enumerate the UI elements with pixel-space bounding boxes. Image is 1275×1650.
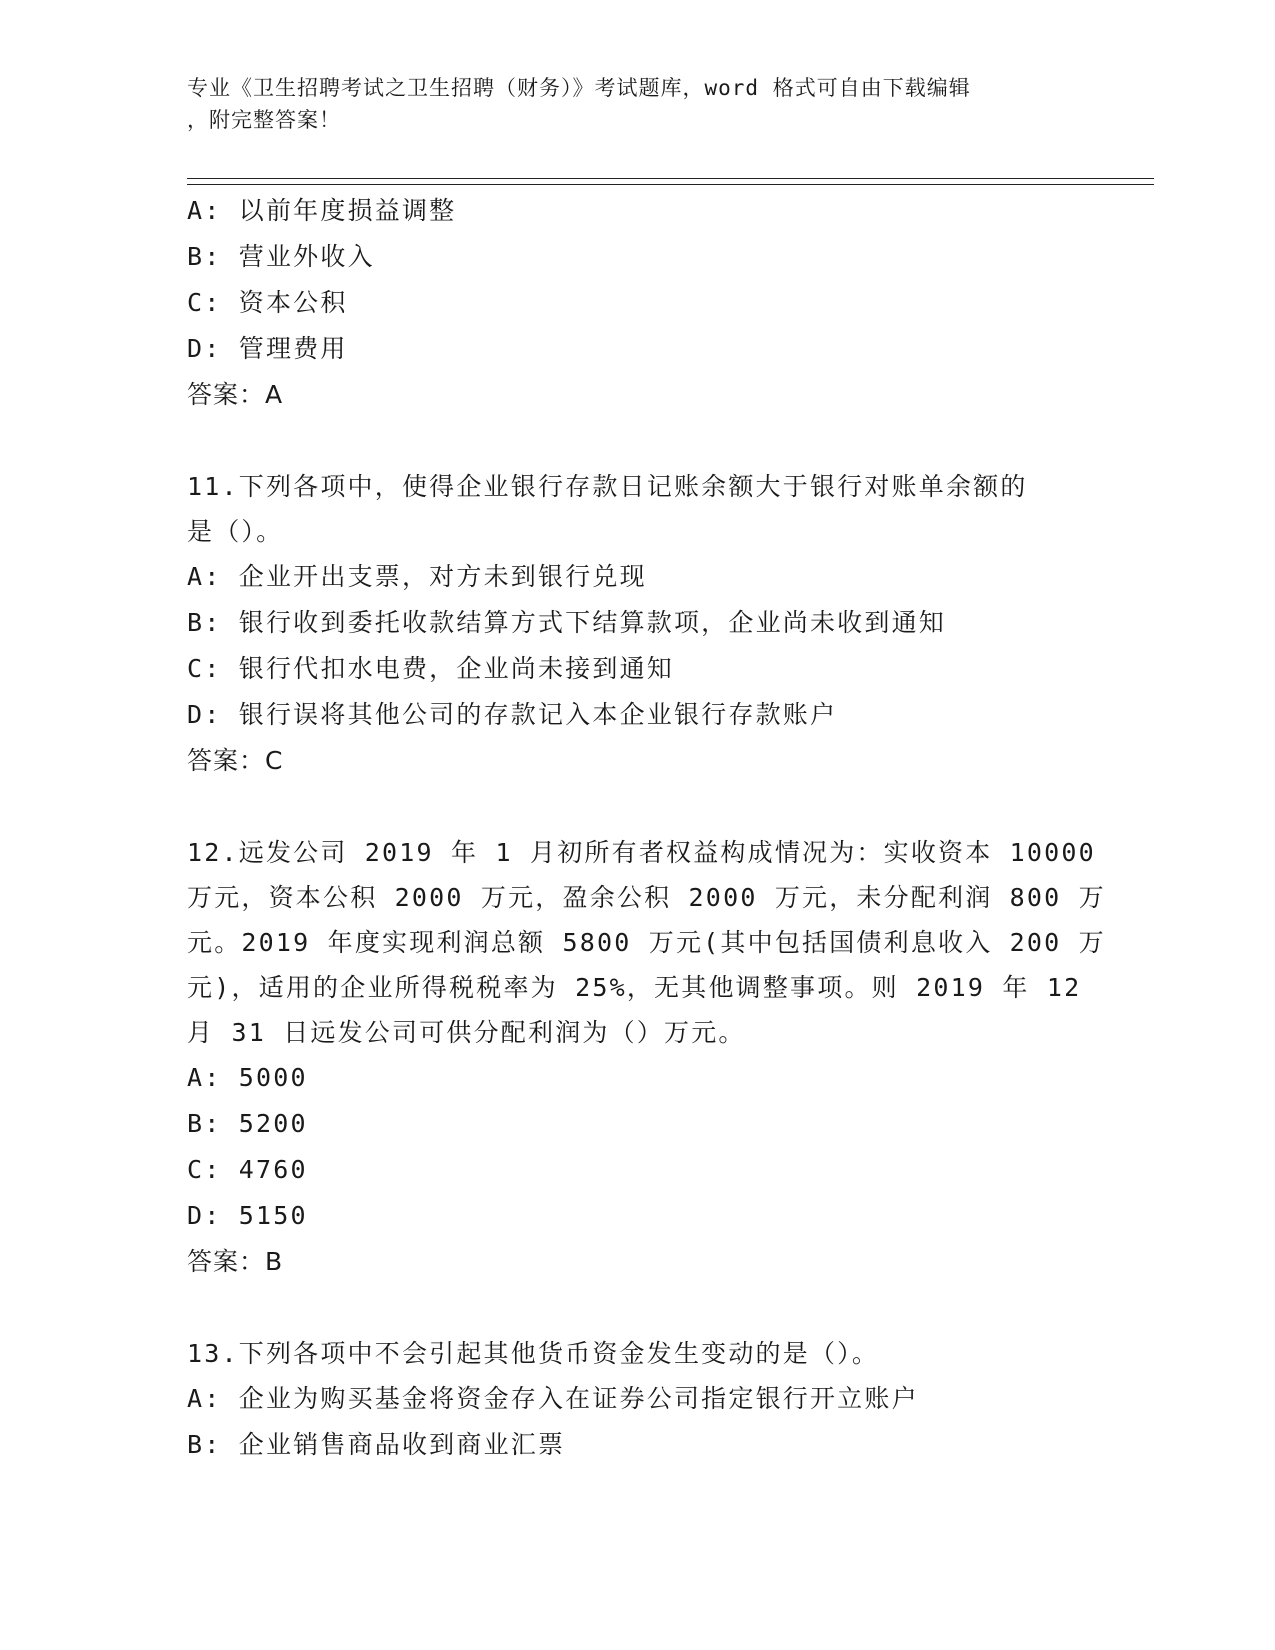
option-label: A: [187, 196, 222, 225]
answer-line: 答案：C [187, 746, 284, 775]
option-b [187, 1422, 1107, 1468]
answer-line: 答案：B [187, 1247, 284, 1276]
option-label: B: [187, 1109, 222, 1138]
option-label: D: [187, 700, 222, 729]
option-text: 资本公积 [238, 288, 348, 317]
option-text: 管理费用 [238, 334, 348, 363]
option-label: C: [187, 288, 222, 317]
option-d [187, 692, 1107, 738]
option-text: 5150 [238, 1201, 308, 1230]
option-d [187, 326, 1107, 372]
question-13 [187, 1331, 1107, 1468]
question-10-tail [187, 188, 1107, 418]
question-stem-line: 元)，适用的企业所得税税率为 25%，无其他调整事项。则 2019 年 12 [187, 973, 1082, 1002]
option-a [187, 188, 1107, 234]
option-text: 银行收到委托收款结算方式下结算款项，企业尚未收到通知 [238, 608, 946, 637]
option-label: B: [187, 608, 222, 637]
question-12 [187, 830, 1107, 1285]
option-text: 5200 [238, 1109, 308, 1138]
option-label: A: [187, 1384, 222, 1413]
question-11 [187, 464, 1107, 784]
option-label: D: [187, 1201, 222, 1230]
question-stem-line: 是（）。 [187, 517, 284, 546]
option-text: 企业开出支票，对方未到银行兑现 [238, 562, 647, 591]
option-text: 营业外收入 [238, 242, 375, 271]
option-text: 以前年度损益调整 [238, 196, 457, 225]
option-a [187, 1055, 1107, 1101]
option-c [187, 646, 1107, 692]
option-text: 4760 [238, 1155, 308, 1184]
option-text: 银行代扣水电费，企业尚未接到通知 [238, 654, 674, 683]
header-line-1: 专业《卫生招聘考试之卫生招聘（财务）》考试题库，word 格式可自由下载编辑 [187, 76, 971, 100]
option-label: C: [187, 1155, 222, 1184]
option-text: 5000 [238, 1063, 308, 1092]
option-b [187, 234, 1107, 280]
option-label: B: [187, 1430, 222, 1459]
option-d [187, 1193, 1107, 1239]
question-stem-line: 元。2019 年度实现利润总额 5800 万元(其中包括国债利息收入 200 万 [187, 928, 1106, 957]
option-text: 企业销售商品收到商业汇票 [238, 1430, 566, 1459]
option-label: A: [187, 1063, 222, 1092]
option-text: 企业为购买基金将资金存入在证券公司指定银行开立账户 [238, 1384, 919, 1413]
document-header [187, 72, 1067, 136]
question-stem-line: 月 31 日远发公司可供分配利润为（）万元。 [187, 1018, 746, 1047]
header-divider-top [187, 178, 1154, 179]
header-line-2: ，附完整答案！ [187, 108, 341, 132]
option-label: B: [187, 242, 222, 271]
option-text: 银行误将其他公司的存款记入本企业银行存款账户 [238, 700, 838, 729]
question-stem-line: 12.远发公司 2019 年 1 月初所有者权益构成情况为：实收资本 10000 [187, 838, 1096, 867]
header-divider-bottom [187, 184, 1154, 185]
option-c [187, 1147, 1107, 1193]
question-stem-line: 11.下列各项中，使得企业银行存款日记账余额大于银行对账单余额的 [187, 472, 1028, 501]
question-content [187, 188, 1107, 1468]
answer-line: 答案：A [187, 380, 284, 409]
option-c [187, 280, 1107, 326]
option-a [187, 554, 1107, 600]
question-stem-line: 13.下列各项中不会引起其他货币资金发生变动的是（）。 [187, 1339, 880, 1368]
question-stem-line: 万元，资本公积 2000 万元，盈余公积 2000 万元，未分配利润 800 万 [187, 883, 1106, 912]
option-a [187, 1376, 1107, 1422]
option-label: C: [187, 654, 222, 683]
option-b [187, 600, 1107, 646]
option-label: A: [187, 562, 222, 591]
option-b [187, 1101, 1107, 1147]
option-label: D: [187, 334, 222, 363]
